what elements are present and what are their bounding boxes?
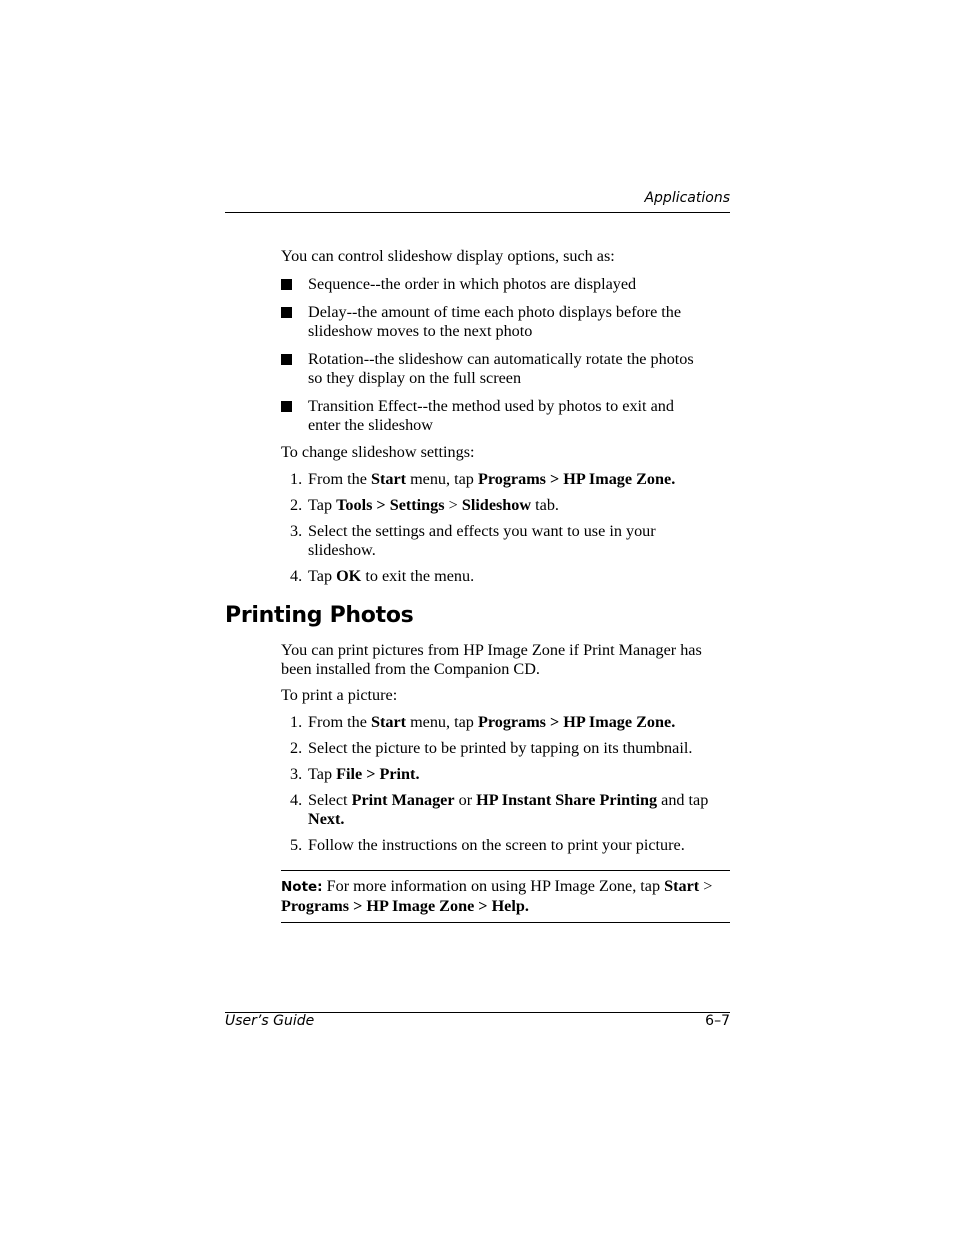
option-text: enter the slideshow (308, 416, 433, 434)
step-text: Select the settings and effects you want to use in your (308, 522, 656, 540)
step-text: menu, tap (406, 713, 478, 731)
step-text: menu, tap (406, 470, 478, 488)
header-rule (225, 212, 730, 213)
step-bold: HP Instant Share Printing (476, 791, 658, 809)
bullet-square-icon (281, 307, 292, 318)
step-number: 2. (290, 496, 303, 514)
bullet-square-icon (281, 354, 292, 365)
list-item (281, 713, 730, 732)
footer-guide-title: User’s Guide (225, 1013, 315, 1029)
section-heading-printing: Printing Photos (225, 603, 414, 628)
note-text: For more information on using HP Image Zone, tap (322, 877, 665, 895)
note-bold: Programs > HP Image Zone > Help. (281, 897, 529, 915)
list-item (281, 765, 730, 784)
step-text: and tap (657, 791, 709, 809)
list-item (281, 350, 730, 388)
step-bold: Start (370, 713, 407, 731)
printing-steps-list (281, 713, 730, 855)
list-item (281, 303, 730, 341)
list-item (281, 522, 730, 560)
step-bold: Print Manager (351, 791, 455, 809)
step-text: to exit the menu. (361, 567, 475, 585)
bullet-square-icon (281, 279, 292, 290)
step-bold: Programs > HP Image Zone. (477, 470, 676, 488)
step-number: 2. (290, 739, 303, 757)
step-number: 1. (290, 713, 303, 731)
option-text: slideshow moves to the next photo (308, 322, 533, 340)
step-text: > (444, 496, 462, 514)
list-item (281, 397, 730, 435)
option-text: so they display on the full screen (308, 369, 522, 387)
printing-section (281, 641, 730, 855)
note-bottom-rule (281, 922, 730, 923)
note (281, 877, 730, 916)
note-label: Note: (281, 879, 323, 895)
page-number: 6–7 (705, 1013, 730, 1029)
step-bold: Slideshow (461, 496, 532, 514)
list-item (281, 275, 730, 294)
list-item (281, 791, 730, 829)
slideshow-intro: You can control slideshow display options, such as: (281, 247, 615, 265)
step-text: Follow the instructions on the screen to print your picture. (308, 836, 685, 854)
list-item (281, 470, 730, 489)
step-number: 3. (290, 522, 303, 540)
step-number: 4. (290, 791, 303, 809)
note-top-rule (281, 870, 730, 871)
running-header: Applications (644, 190, 730, 206)
step-text: tab. (531, 496, 559, 514)
step-text: slideshow. (308, 541, 376, 559)
step-text: Tap (308, 567, 337, 585)
bullet-square-icon (281, 401, 292, 412)
step-bold: Start (370, 470, 407, 488)
option-text: Sequence--the order in which photos are displayed (308, 275, 637, 293)
step-bold: Tools > Settings (336, 496, 445, 514)
note-text: > (699, 877, 713, 895)
step-number: 3. (290, 765, 303, 783)
step-bold: OK (336, 567, 362, 585)
option-text: Delay--the amount of time each photo displays before the (308, 303, 682, 321)
option-text: Rotation--the slideshow can automatically rotate the photos (308, 350, 694, 368)
step-text: Tap (308, 765, 337, 783)
printing-intro (281, 641, 730, 679)
step-text: From the (308, 713, 371, 731)
step-bold: Programs > HP Image Zone. (477, 713, 676, 731)
slideshow-section (281, 247, 730, 586)
note-bold: Start (664, 877, 700, 895)
step-bold: File > Print. (336, 765, 420, 783)
intro-line: been installed from the Companion CD. (281, 660, 540, 678)
list-item (281, 739, 730, 758)
step-number: 1. (290, 470, 303, 488)
step-number: 4. (290, 567, 303, 585)
slideshow-options-list (281, 275, 730, 435)
print-picture-intro: To print a picture: (281, 686, 398, 704)
list-item (281, 567, 730, 586)
list-item (281, 836, 730, 855)
slideshow-steps-list (281, 470, 730, 586)
step-text: Tap (308, 496, 337, 514)
change-settings-intro: To change slideshow settings: (281, 443, 475, 461)
intro-line: You can print pictures from HP Image Zone if Print Manager has (281, 641, 702, 659)
step-text: From the (308, 470, 371, 488)
step-bold: Next. (308, 810, 345, 828)
option-text: Transition Effect--the method used by photos to exit and (308, 397, 674, 415)
step-text: Select (308, 791, 352, 809)
step-text: Select the picture to be printed by tapping on its thumbnail. (308, 739, 693, 757)
step-text: or (454, 791, 477, 809)
list-item (281, 496, 730, 515)
step-number: 5. (290, 836, 303, 854)
